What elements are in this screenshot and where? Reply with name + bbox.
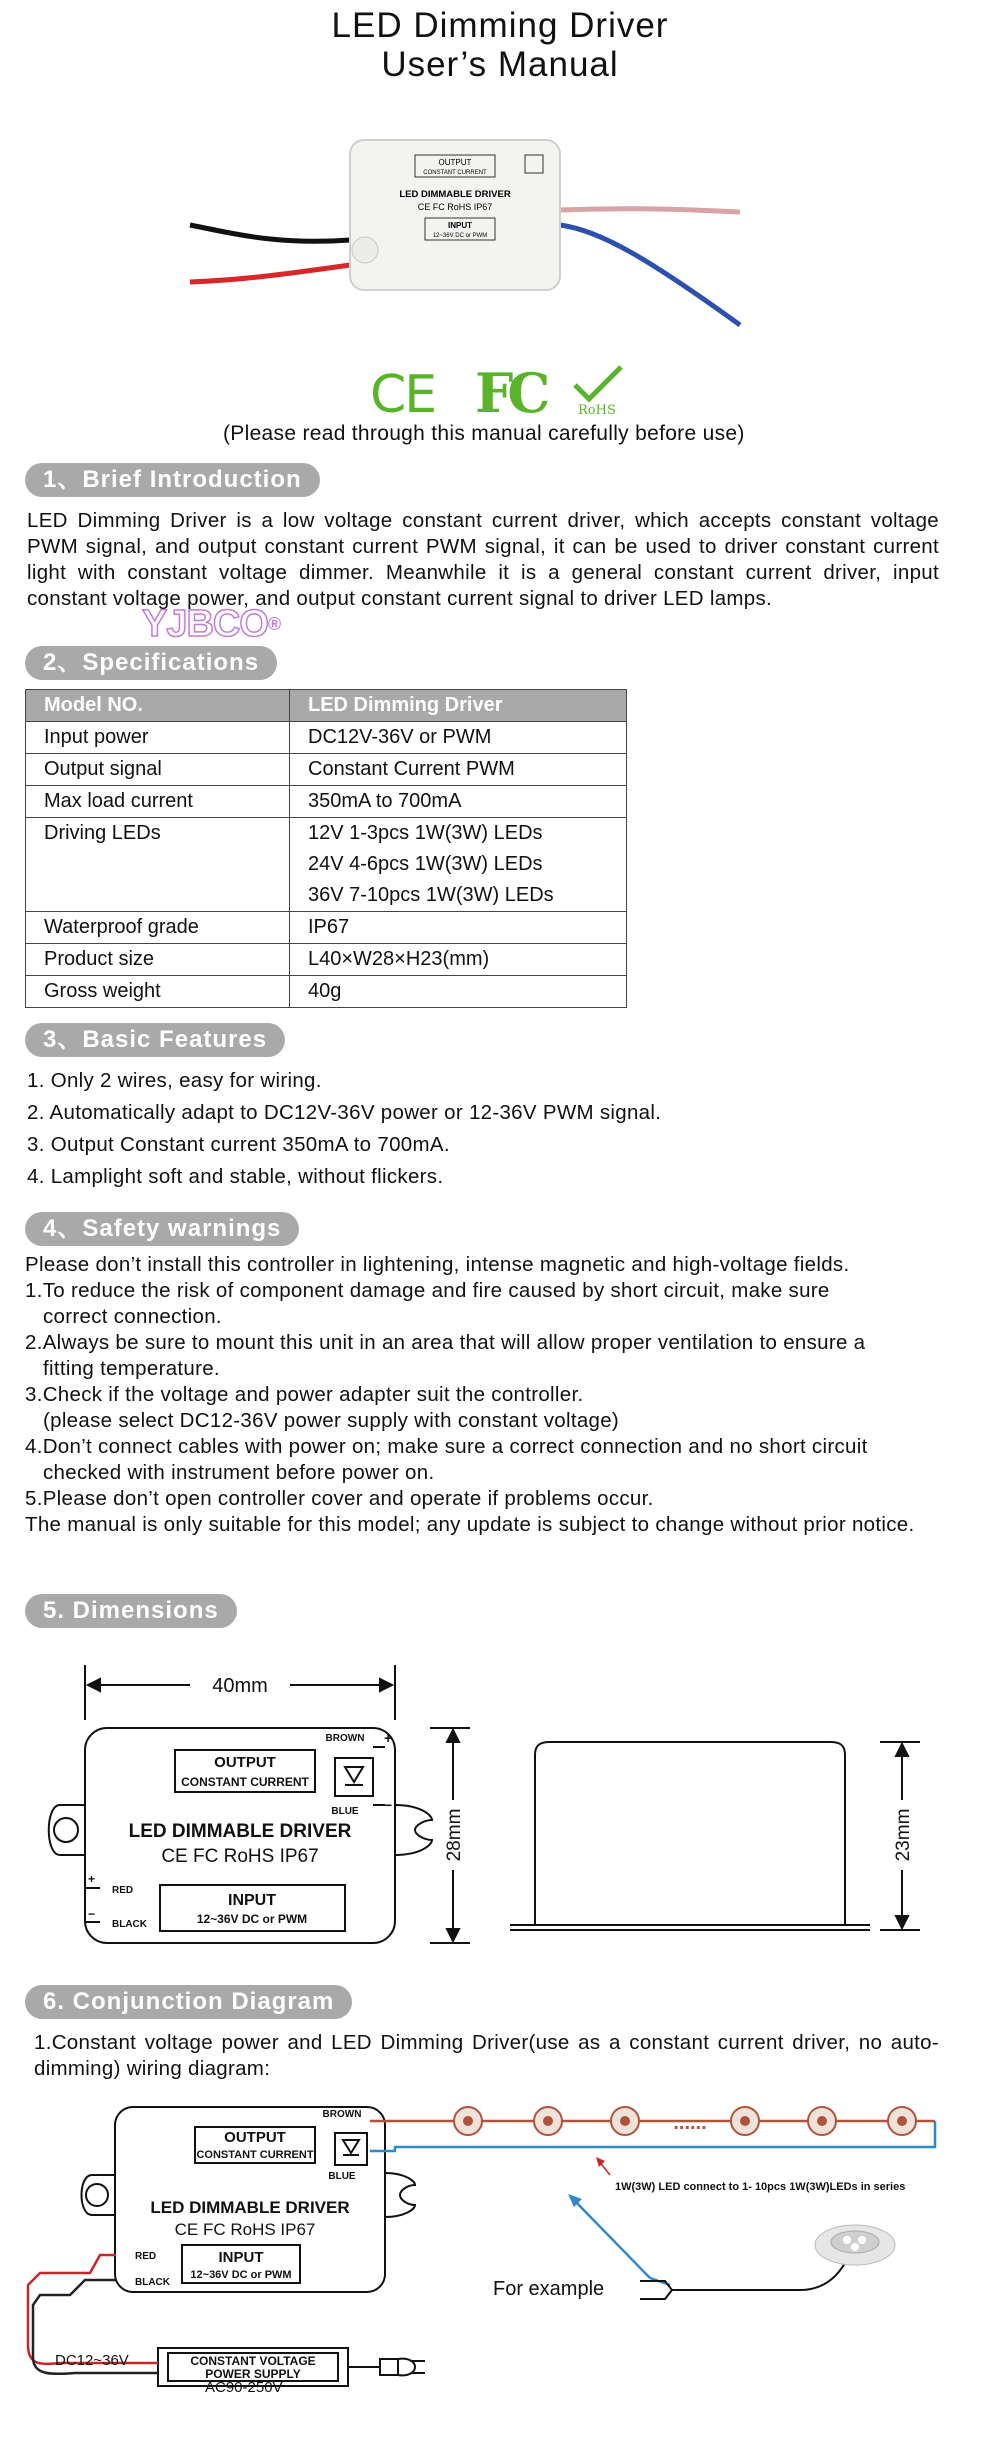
dim-depth-label: 28mm: [444, 1808, 465, 1862]
table-row: [26, 944, 627, 976]
section-heading-intro: 1、Brief Introduction: [25, 463, 320, 497]
svg-text:INPUT: INPUT: [218, 2249, 264, 2266]
svg-text:+: +: [88, 1872, 96, 1886]
table-row: [26, 976, 627, 1008]
rohs-check-icon: [573, 365, 623, 405]
safety-item-cont: (please select DC12-36V power supply with constant voltage): [43, 1409, 620, 1432]
spec-header-value: LED Dimming Driver: [290, 690, 627, 722]
ce-logo-icon: CE: [370, 365, 436, 425]
svg-text:BLUE: BLUE: [328, 2171, 356, 2182]
svg-text:−: −: [88, 1907, 96, 1921]
list-item: 4. Lamplight soft and stable, without flickers.: [27, 1165, 444, 1188]
spec-table: [25, 689, 627, 1008]
psu-label-2: POWER SUPPLY: [205, 2367, 301, 2381]
svg-text:OUTPUT: OUTPUT: [214, 1754, 276, 1771]
spec-value: DC12V-36V or PWM: [290, 722, 627, 754]
svg-text:BLACK: BLACK: [112, 1919, 147, 1930]
svg-text:CE FC RoHS IP67: CE FC RoHS IP67: [174, 2220, 316, 2239]
svg-text:LED DIMMABLE DRIVER: LED DIMMABLE DRIVER: [150, 2198, 350, 2217]
safety-item-cont: correct connection.: [43, 1305, 222, 1328]
safety-item: 1.To reduce the risk of component damage and fire caused by short circuit, make sure: [25, 1279, 830, 1302]
spec-key: Product size: [26, 944, 290, 976]
spec-key: Output signal: [26, 754, 290, 786]
svg-text:12~36V DC or PWM: 12~36V DC or PWM: [196, 1912, 308, 1926]
led-note: 1W(3W) LED connect to 1- 10pcs 1W(3W)LEDs in series: [615, 2181, 906, 2193]
svg-text:INPUT: INPUT: [448, 221, 472, 230]
list-item: 1. Only 2 wires, easy for wiring.: [27, 1069, 322, 1092]
manual-subtitle: User’s Manual: [381, 45, 619, 84]
table-row: [26, 722, 627, 754]
dimensions-diagram: [0, 1650, 1000, 1950]
svg-text:CONSTANT CURRENT: CONSTANT CURRENT: [423, 170, 487, 176]
dim-height-label: 23mm: [893, 1808, 914, 1862]
svg-text:12~36V DC or PWM: 12~36V DC or PWM: [190, 2269, 292, 2281]
safety-intro: Please don’t install this controller in lightening, intense magnetic and high-voltage fields.: [25, 1253, 850, 1276]
section-heading-dimensions: 5. Dimensions: [25, 1594, 237, 1628]
spec-key: Input power: [26, 722, 290, 754]
dim-width-label: 40mm: [212, 1675, 268, 1697]
svg-text:LED DIMMABLE DRIVER: LED DIMMABLE DRIVER: [399, 189, 511, 200]
svg-text:CONSTANT CURRENT: CONSTANT CURRENT: [196, 2149, 314, 2161]
svg-text:RED: RED: [112, 1885, 134, 1896]
ac-label: AC90-250V: [205, 2379, 283, 2395]
spec-header-key: Model NO.: [26, 690, 290, 722]
list-item: 2. Automatically adapt to DC12V-36V power or 12-36V PWM signal.: [27, 1101, 662, 1124]
example-label: For example: [493, 2278, 605, 2300]
table-row: [26, 912, 627, 944]
safety-item: 3.Check if the voltage and power adapter suit the controller.: [25, 1383, 584, 1406]
svg-text:OUTPUT: OUTPUT: [438, 158, 472, 167]
safety-note: The manual is only suitable for this model; any update is subject to change without prior notice.: [25, 1513, 915, 1536]
product-photo: [180, 130, 750, 330]
section-heading-features: 3、Basic Features: [25, 1023, 285, 1057]
svg-text:12~36V DC or PWM: 12~36V DC or PWM: [432, 233, 488, 239]
spec-key: Max load current: [26, 786, 290, 818]
table-row: [26, 818, 627, 912]
spec-value: IP67: [290, 912, 627, 944]
rohs-logo: RoHS: [578, 403, 616, 418]
read-note: (Please read through this manual carefully before use): [223, 422, 745, 445]
svg-text:CE FC RoHS IP67: CE FC RoHS IP67: [161, 1846, 319, 1867]
table-row: [26, 690, 627, 722]
svg-text:LED DIMMABLE DRIVER: LED DIMMABLE DRIVER: [128, 1821, 352, 1842]
manual-title: LED Dimming Driver: [331, 6, 669, 45]
intro-paragraph: LED Dimming Driver is a low voltage constant current driver, which accepts constant voltage PWM signal, and output constant current PWM signal, it can be used to driver constant current light with constant voltage dimmer. Meanwhile it is a general constant current driver, input constant voltage power, and output constant current signal to driver LED lamps.: [27, 509, 939, 610]
svg-text:CONSTANT CURRENT: CONSTANT CURRENT: [181, 1775, 309, 1789]
list-item: 3. Output Constant current 350mA to 700mA.: [27, 1133, 450, 1156]
safety-item: 4.Don’t connect cables with power on; make sure a correct connection and no short circuit: [25, 1435, 868, 1458]
svg-text:BROWN: BROWN: [325, 1733, 365, 1744]
svg-text:−: −: [384, 1797, 393, 1813]
spec-key: Driving LEDs: [26, 818, 290, 912]
spec-value: 40g: [290, 976, 627, 1008]
fc-logo-icon: FC: [475, 361, 545, 425]
section-heading-specs: 2、Specifications: [25, 646, 277, 680]
safety-item-cont: fitting temperature.: [43, 1357, 220, 1380]
spec-value: 12V 1-3pcs 1W(3W) LEDs 24V 4-6pcs 1W(3W) LEDs 36V 7-10pcs 1W(3W) LEDs: [290, 818, 627, 912]
svg-text:INPUT: INPUT: [228, 1892, 276, 1909]
led-dots: ......: [673, 2112, 707, 2134]
safety-item: 2.Always be sure to mount this unit in an area that will allow proper ventilation to ensure a: [25, 1331, 866, 1354]
spec-value: 350mA to 700mA: [290, 786, 627, 818]
svg-text:CE FC RoHS IP67: CE FC RoHS IP67: [417, 202, 493, 212]
svg-text:BROWN: BROWN: [322, 2109, 362, 2120]
svg-text:BLUE: BLUE: [331, 1806, 359, 1817]
section-heading-conjunction: 6. Conjunction Diagram: [25, 1985, 352, 2019]
spec-value: L40×W28×H23(mm): [290, 944, 627, 976]
spec-value: Constant Current PWM: [290, 754, 627, 786]
conjunction-text: 1.Constant voltage power and LED Dimming Driver(use as a constant current driver, no auto-dimming) wiring diagram:: [34, 2031, 939, 2080]
spec-key: Gross weight: [26, 976, 290, 1008]
section-heading-safety: 4、Safety warnings: [25, 1212, 299, 1246]
dc-label: DC12~36V: [55, 2352, 129, 2369]
svg-text:+: +: [384, 1730, 393, 1746]
psu-label-1: CONSTANT VOLTAGE: [190, 2354, 316, 2368]
table-row: [26, 754, 627, 786]
svg-text:RED: RED: [135, 2251, 157, 2262]
wiring-diagram: [0, 2095, 1000, 2395]
svg-text:BLACK: BLACK: [135, 2277, 170, 2288]
safety-item-cont: checked with instrument before power on.: [43, 1461, 435, 1484]
safety-item: 5.Please don’t open controller cover and operate if problems occur.: [25, 1487, 654, 1510]
spec-key: Waterproof grade: [26, 912, 290, 944]
svg-text:OUTPUT: OUTPUT: [224, 2129, 286, 2146]
watermark-logo: YJBCO®: [142, 603, 281, 645]
table-row: [26, 786, 627, 818]
